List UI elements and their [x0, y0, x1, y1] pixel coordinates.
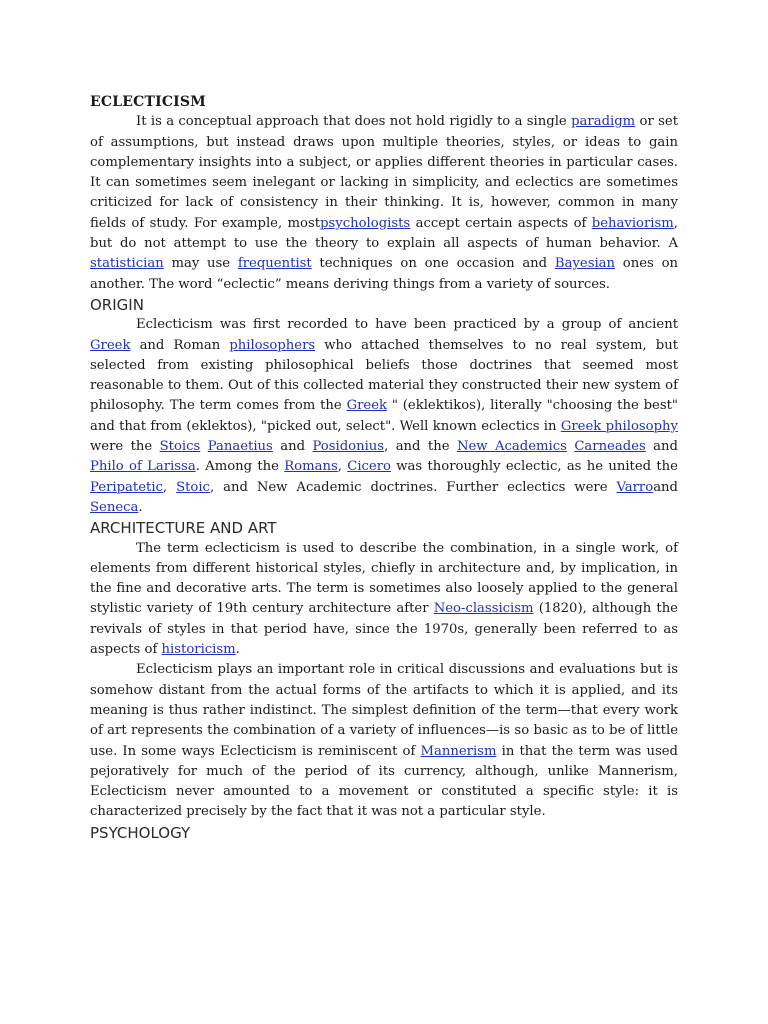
text-run: were the	[90, 439, 160, 455]
text-run: " (eklektikos), literally "choosing the best" and that from (eklektos), "picked out, select". Well known eclectics in	[90, 398, 678, 434]
hyperlink[interactable]: Mannerism	[420, 743, 497, 759]
text-run	[200, 439, 207, 454]
hyperlink[interactable]: Bayesian	[554, 256, 616, 272]
hyperlink[interactable]: philosophers	[229, 337, 316, 353]
text-run: ,	[162, 479, 177, 495]
text-run: and Roman	[130, 337, 230, 353]
text-run: accept certain aspects of	[410, 215, 592, 231]
text-run: .	[138, 499, 143, 515]
document-page	[90, 92, 678, 843]
text-run: It is a conceptual approach that does not hold rigidly to a single	[136, 114, 572, 130]
text-run: ,	[337, 459, 348, 475]
text-run: may use	[163, 256, 238, 272]
hyperlink[interactable]: Neo-classicism	[433, 601, 534, 617]
hyperlink[interactable]: behaviorism	[591, 215, 674, 231]
hyperlink[interactable]: Stoic	[176, 479, 210, 495]
text-run: or set of assumptions, but instead draws upon multiple theories, styles, or ideas to gain complementary insights into a subject, or applies different theories in particular cases. It can sometimes seem inelegant or lacking in simplicity, and eclectics are sometimes criticized for lack of consistency in their thinking. It is, however, common in many fields of study. For example, most	[90, 114, 678, 231]
text-run: Eclecticism plays an important role in critical discussions and evaluations but is somehow distant from the actual forms of the artifacts to which it is applied, and its meaning is thus rather indistinct. The simplest definition of the term—that every work of art represents the combination of a variety of influences—is so basic as to be of little use. In some ways Eclecticism is reminiscent of	[90, 662, 678, 759]
text-run: who attached themselves to no real system, but selected from existing philosophical beliefs those doctrines that seemed most reasonable to them. Out of this collected material they constructed their new system of philosophy. The term comes from the	[90, 337, 678, 414]
text-run: . Among the	[195, 459, 285, 475]
text-run: techniques on one occasion and	[311, 256, 555, 272]
paragraph	[90, 660, 678, 822]
hyperlink[interactable]: Romans	[284, 459, 338, 475]
section-heading: PSYCHOLOGY	[90, 823, 191, 842]
hyperlink[interactable]: Panaetius	[207, 439, 273, 455]
paragraph	[90, 539, 678, 661]
hyperlink[interactable]: Varro	[616, 479, 654, 495]
hyperlink[interactable]: Peripatetic	[90, 479, 163, 495]
hyperlink[interactable]: Stoics	[159, 439, 201, 455]
text-run: The term eclecticism is used to describe the combination, in a single work, of elements from different historical styles, chiefly in architecture and, by implication, in the fine and decorative arts. The term is sometimes also loosely applied to the general stylistic variety of 19th century architecture after	[90, 540, 678, 617]
text-run: (1820), although the revivals of styles in that period have, since the 1970s, generally been referred to as aspects of	[90, 601, 678, 658]
text-run: , and the	[384, 439, 457, 455]
document-title: ECLECTICISM	[90, 94, 206, 110]
text-run: ones on another. The word “eclectic” means deriving things from a variety of sources.	[90, 256, 678, 292]
text-run: .	[235, 642, 240, 658]
text-run: was thoroughly eclectic, as he united the	[390, 459, 678, 475]
section-heading: ORIGIN	[90, 295, 144, 314]
text-run: and	[272, 439, 313, 455]
hyperlink[interactable]: psychologists	[320, 215, 411, 231]
hyperlink[interactable]: Greek	[346, 398, 388, 414]
hyperlink[interactable]: Greek philosophy	[560, 418, 678, 434]
text-run: , but do not attempt to use the theory to explain all aspects of human behavior. A	[90, 215, 678, 252]
paragraph	[90, 112, 678, 295]
hyperlink[interactable]: frequentist	[237, 256, 312, 272]
text-run: and	[645, 439, 678, 455]
document-body	[90, 112, 678, 843]
hyperlink[interactable]: statistician	[90, 256, 164, 272]
hyperlink[interactable]: Posidonius	[312, 439, 385, 455]
hyperlink[interactable]: Seneca	[90, 499, 139, 515]
hyperlink[interactable]: Philo of Larissa	[90, 459, 196, 475]
paragraph	[90, 315, 678, 518]
hyperlink[interactable]: New Academics	[456, 439, 567, 455]
text-run: and	[653, 479, 678, 495]
hyperlink[interactable]: Greek	[90, 337, 131, 353]
text-run: , and New Academic doctrines. Further eclectics were	[209, 479, 617, 495]
hyperlink[interactable]: Cicero	[347, 459, 391, 475]
text-run: in that the term was used pejoratively for much of the period of its currency, although, unlike Mannerism, Eclecticism never amounted to a movement or constituted a specific style: it is characterized precisely by the fact that it was not a particular style.	[90, 743, 678, 820]
hyperlink[interactable]: historicism	[161, 642, 236, 658]
hyperlink[interactable]: Carneades	[574, 439, 646, 455]
section-heading: ARCHITECTURE AND ART	[90, 519, 277, 538]
hyperlink[interactable]: paradigm	[571, 114, 636, 130]
text-run: Eclecticism was first recorded to have been practiced by a group of ancient	[136, 317, 678, 333]
